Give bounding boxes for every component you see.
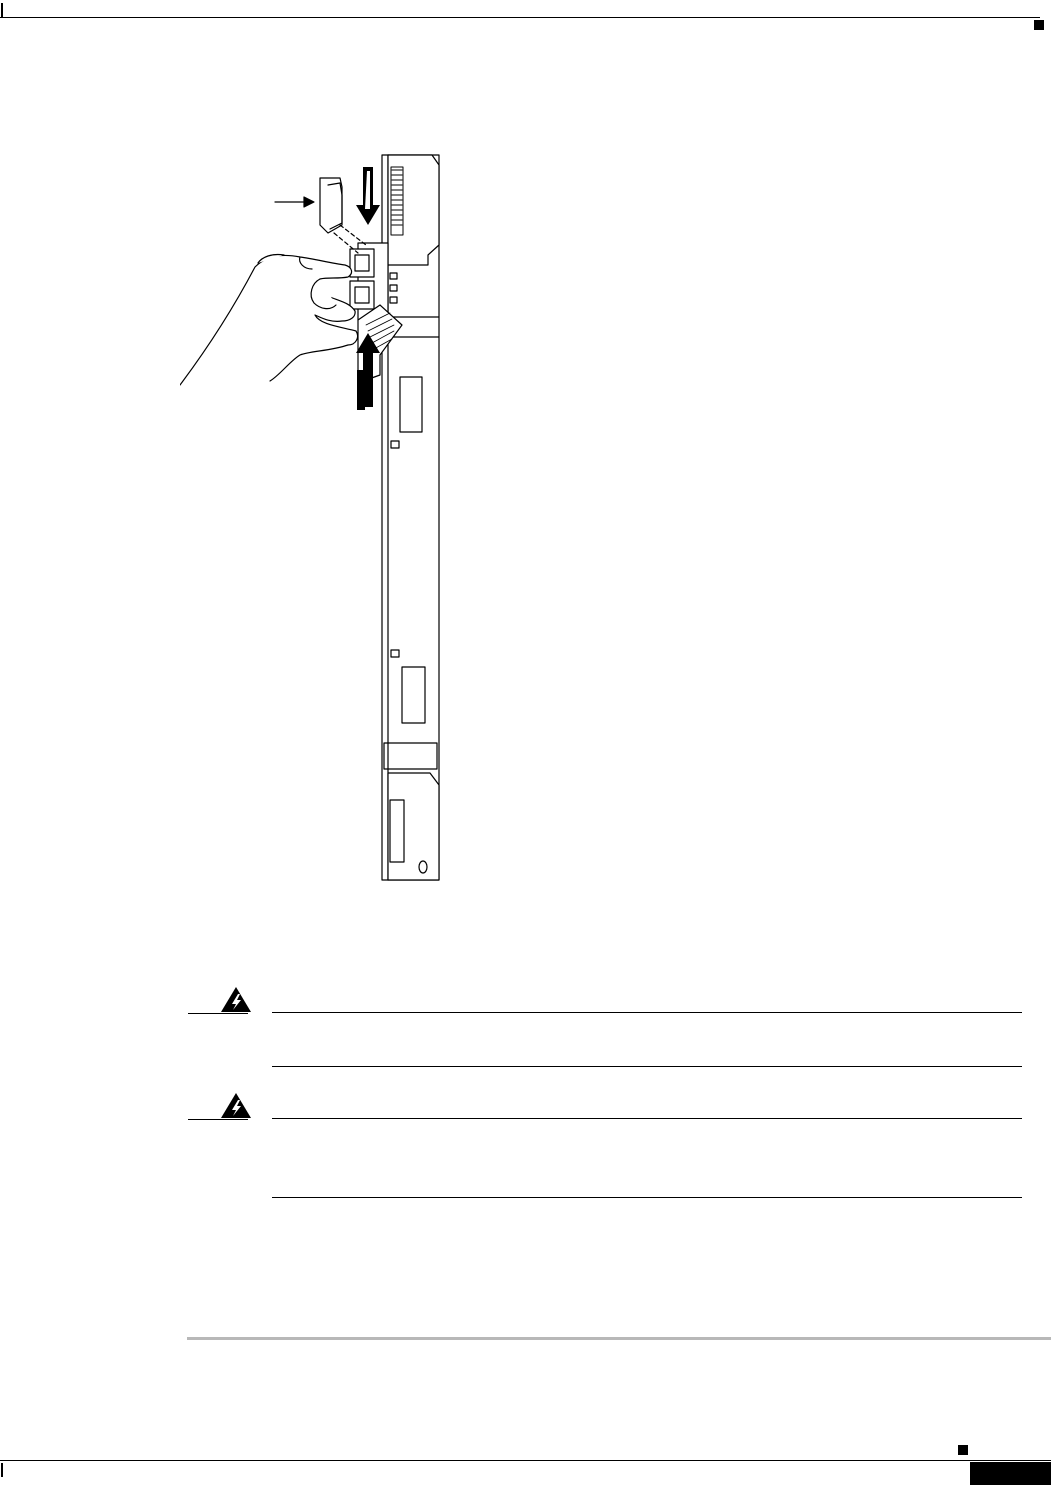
warning-rule-top bbox=[272, 1118, 1022, 1119]
footer-marker bbox=[958, 1445, 968, 1455]
footer-rule bbox=[0, 1460, 1051, 1461]
dust-plug bbox=[320, 178, 366, 253]
header-rule bbox=[0, 17, 1040, 18]
page-number-tab bbox=[970, 1462, 1051, 1485]
card-installation-illustration bbox=[180, 145, 455, 885]
warning-rule-left bbox=[188, 1013, 248, 1014]
hand bbox=[180, 254, 358, 385]
warning-rule-top bbox=[272, 1012, 1022, 1013]
card-body bbox=[382, 155, 439, 880]
warning-icon bbox=[220, 985, 252, 1013]
header-marker bbox=[1034, 20, 1044, 30]
callout-arrow bbox=[275, 197, 314, 207]
warning-rule-bottom bbox=[272, 1066, 1022, 1067]
footer-tick-mark bbox=[1, 1463, 3, 1477]
header-tick-mark bbox=[1, 3, 3, 17]
warning-rule-left bbox=[188, 1119, 248, 1120]
warning-icon bbox=[220, 1091, 252, 1119]
direction-arrow-down bbox=[356, 167, 380, 225]
warning-rule-bottom bbox=[272, 1197, 1022, 1198]
section-end-rule bbox=[187, 1337, 1051, 1340]
